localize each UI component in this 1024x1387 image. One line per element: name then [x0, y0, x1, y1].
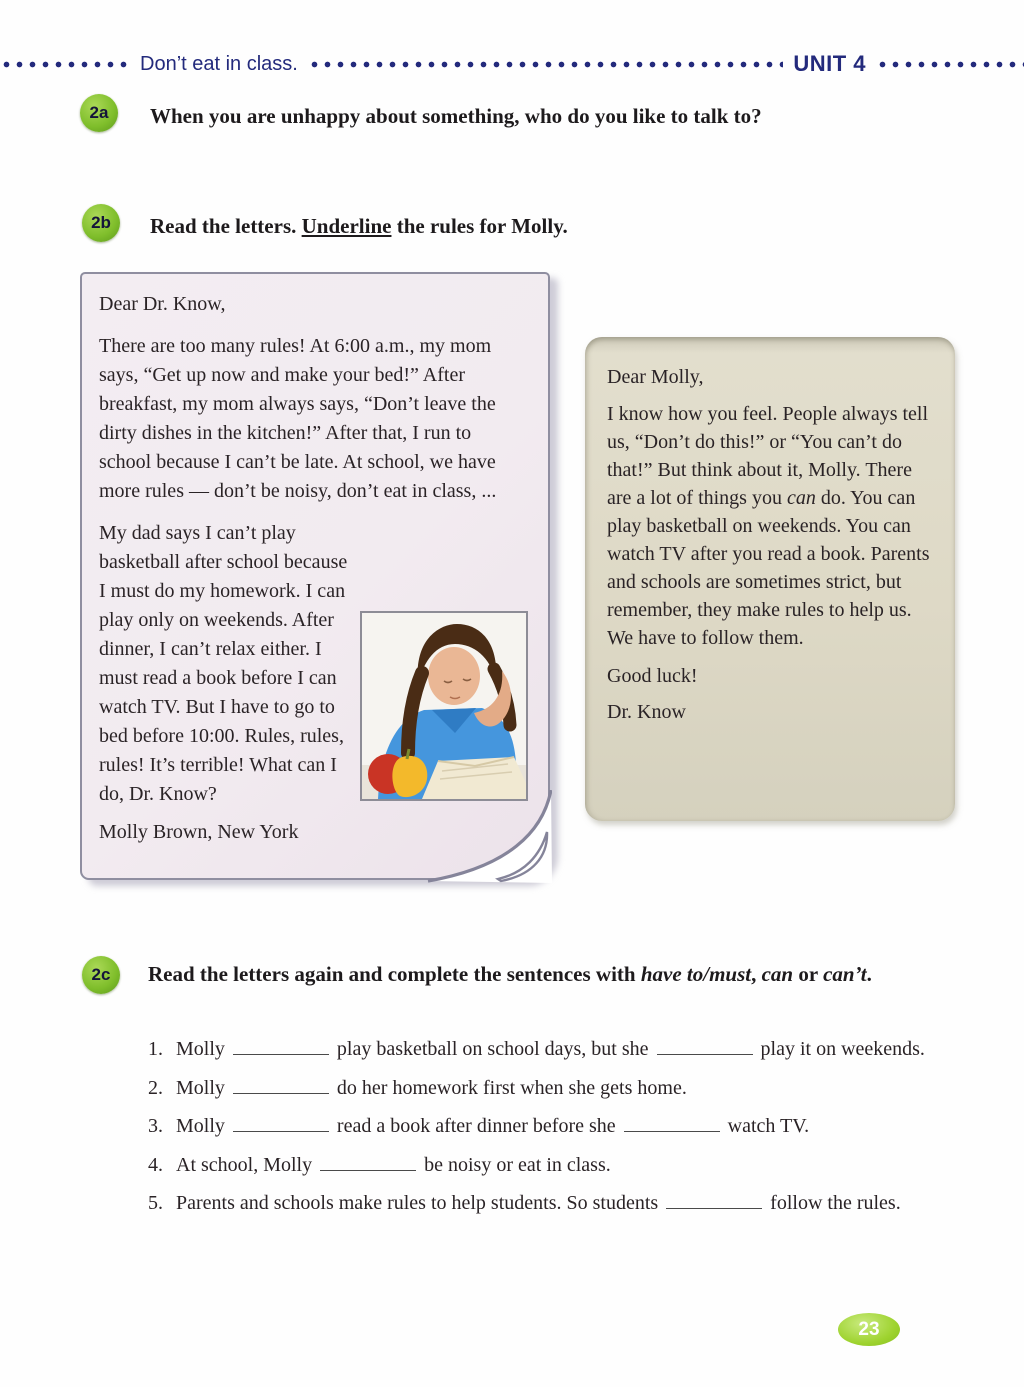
activity-2c-title: Read the letters again and complete the sentences with have to/must, can or can’t.	[148, 962, 872, 986]
sentence-number: 5.	[148, 1192, 163, 1214]
exercise-sentences	[148, 1030, 990, 1223]
sentence-number: 3.	[148, 1115, 163, 1137]
sentence-text: Molly play basketball on school days, but she play it on weekends.	[176, 1038, 925, 1060]
drknow-letter-salutation: Dear Molly,	[607, 366, 704, 388]
sentence-text: Molly do her homework first when she gets home.	[176, 1076, 687, 1099]
sentence-4	[148, 1146, 990, 1185]
drknow-letter-signature: Dr. Know	[607, 701, 686, 723]
molly-letter-paragraph-1: There are too many rules! At 6:00 a.m., my mom says, “Get up now and make your bed!” After breakfast, my mom always says, “Don’t leave the dirty dishes in the kitchen!” After that, I run to school because I can’t be late. At school, we have more rules — don’t be noisy, don’t eat in class, ...	[99, 335, 497, 502]
sentence-5	[148, 1184, 990, 1223]
activity-badge-2b: 2b	[82, 204, 120, 242]
sentence-text: At school, Molly be noisy or eat in class.	[176, 1153, 611, 1176]
molly-letter-signature: Molly Brown, New York	[99, 821, 299, 843]
answer-blank[interactable]	[666, 1193, 762, 1209]
answer-blank[interactable]	[624, 1116, 720, 1132]
sentence-number: 2.	[148, 1076, 163, 1099]
molly-letter-paragraph-2: My dad says I can’t play basketball after school because I must do my homework. I can play only on weekends. After dinner, I can’t relax either. I must read a book before I can watch TV. But I have to go to bed before 10:00. Rules, rules, rules! It’s terrible! What can I do, Dr. Know?	[99, 522, 348, 805]
page-header	[0, 50, 1024, 78]
answer-blank[interactable]	[233, 1078, 329, 1094]
answer-blank[interactable]	[657, 1039, 753, 1055]
lesson-title: Don’t eat in class.	[140, 52, 298, 75]
dotted-line-left	[0, 61, 130, 68]
dotted-line-middle	[308, 61, 783, 68]
drknow-letter-closing: Good luck!	[607, 665, 698, 687]
drknow-letter-paragraph: I know how you feel. People always tell us, “Don’t do this!” or “You can’t do that!” But think about it, Molly. There are a lot of things you can do. You can play basketball on weekends. You can watch TV after you read a book. Parents and schools are sometimes strict, but remember, they make rules to help us. We have to follow them.	[607, 403, 930, 649]
dotted-line-right	[876, 61, 1024, 68]
molly-letter-salutation: Dear Dr. Know,	[99, 293, 226, 315]
sentence-number: 1.	[148, 1038, 163, 1060]
sentence-3	[148, 1107, 990, 1146]
sentence-text: Molly read a book after dinner before she watch TV.	[176, 1115, 810, 1137]
sentence-2	[148, 1069, 990, 1108]
unit-label: UNIT 4	[793, 51, 866, 76]
girl-reading-photo	[360, 611, 528, 801]
molly-letter	[80, 272, 550, 880]
sentence-1	[148, 1030, 990, 1069]
activity-2a-title: When you are unhappy about something, who do you like to talk to?	[150, 104, 762, 128]
sentence-text: Parents and schools make rules to help students. So students follow the rules.	[176, 1192, 901, 1214]
activity-badge-2c: 2c	[82, 956, 120, 994]
sentence-number: 4.	[148, 1153, 163, 1176]
activity-2b-title: Read the letters. Underline the rules for Molly.	[150, 214, 568, 238]
page-curl-icon	[402, 790, 552, 885]
answer-blank[interactable]	[233, 1116, 329, 1132]
answer-blank[interactable]	[233, 1039, 329, 1055]
drknow-letter	[585, 337, 955, 821]
activity-badge-2a: 2a	[80, 94, 118, 132]
answer-blank[interactable]	[320, 1155, 416, 1171]
page-number-badge: 23	[838, 1313, 900, 1346]
